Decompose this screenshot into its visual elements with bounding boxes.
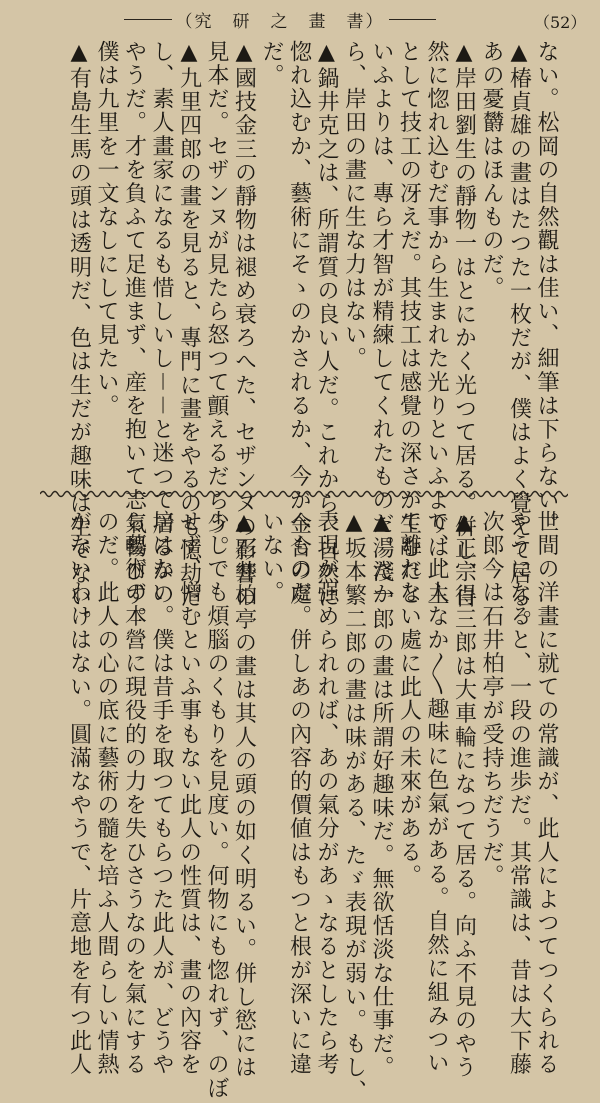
text-column: ▲椿貞雄の畫はたつた一枚だが、僕はよく覺えて居る。 bbox=[506, 40, 532, 633]
text-column: やうになると、一段の進歩だ。其常識は、昔は大下藤 bbox=[506, 510, 532, 1077]
wavy-section-divider bbox=[40, 486, 568, 502]
text-column: いふよりは、專ら才智が精練してくれたものだ。だか bbox=[369, 40, 394, 607]
header-title: （究 研 之 畫 書） bbox=[175, 11, 385, 32]
text-column: ▲石井柏亭の畫は其人の頭の如く明るい。併し慾には bbox=[231, 510, 257, 1080]
text-column: し、素人畫家になるも惜しいし－－と迷つて居るかの bbox=[149, 40, 174, 607]
text-column: せず、憎むといふ事もない此人の性質は、畫の內容を bbox=[176, 510, 202, 1077]
text-column: 次郎今は石井柏亭が受持ちだうだ。 bbox=[479, 510, 504, 888]
text-column: ▲岸田劉生の靜物一はとにかく光つて居る。併し、自 bbox=[451, 40, 477, 610]
text-column: ▲九里四郎の畫を見ると、專門に畫をやるのも憶劫だ bbox=[176, 40, 202, 610]
text-column: だ。 bbox=[259, 40, 284, 88]
header-rule-right bbox=[389, 19, 437, 20]
page-number: （52） bbox=[534, 13, 587, 32]
text-column: のだ。此人の心の底に藝術の髓を培ふ人間らしい情熱 bbox=[94, 510, 119, 1077]
text-column: ▲正宗得三郎は大車輪になつて居る。向ふ不見のやう bbox=[451, 510, 477, 1080]
text-column: ない。松岡の自然觀は佳い、細筆は下らない。 bbox=[534, 40, 559, 536]
lower-text-block bbox=[0, 510, 560, 1103]
text-column: 少しでも煩腦のくもりを見度い。何物にも惚れず、のぼ bbox=[204, 510, 229, 1100]
text-column: 培はない。僕は昔手を取つてもらつた此人が、どうや bbox=[149, 510, 174, 1077]
text-column: 世間の洋畫に就ての常識が、此人によつてつくられる bbox=[534, 510, 559, 1077]
text-column: へものだ。併しあの內容的價値はもつと根が深いに違 bbox=[286, 510, 312, 1077]
text-column: て離れない處に此人の未來がある。 bbox=[396, 510, 422, 888]
text-column: ▲湯淺一郎の畫は所謂好趣味だ。無欲恬淡な仕事だ。 bbox=[369, 510, 394, 1080]
text-column: ▲坂本繁二郎の畫は味がある、たゞ表現が弱い。もし、 bbox=[341, 510, 367, 1103]
text-column: あの憂欝はほんものだ。 bbox=[479, 40, 504, 300]
text-column: 表現が强められれば、あの氣分があゝなるとしたら考 bbox=[314, 510, 339, 1077]
text-column: 惚れ込むか、藝術にそゝのかされるか、今が金合の處 bbox=[286, 40, 312, 607]
text-column: で、此人なか〳〵趣味に色氣がある。自然に組みつい bbox=[424, 510, 449, 1075]
text-column: として技工の冴えだ。其技工は感覺の深さが生むだと bbox=[396, 40, 422, 607]
text-column: ら、岸田の畫に生な力はない。 bbox=[341, 40, 367, 371]
text-column: ら藝術の本營に現役的の力を失ひさうなのを氣にする bbox=[121, 510, 147, 1077]
header-rule-left bbox=[124, 19, 172, 20]
text-column: やうだ。才を負ふて足進まず、産を抱いて志氣暢びず。 bbox=[121, 40, 147, 630]
text-column: いない。 bbox=[259, 510, 284, 605]
text-column: ▲國技金三の靜物は褪め衰ろへた、セザンヌの影響の bbox=[231, 40, 257, 610]
running-header bbox=[120, 8, 440, 30]
text-column: がないわけはない。圓滿なやうで、片意地を有つ此人 bbox=[66, 510, 92, 1077]
text-column: ▲鍋井克之は、所謂質の良い人だ。これから、自然に bbox=[314, 40, 339, 610]
text-column: 見本だ。セザンヌが見たら怒つて顫えるだらう。 bbox=[204, 40, 229, 560]
text-column: 然に惚れ込むだ事から生まれた光りといふよりは、主 bbox=[424, 40, 449, 607]
text-column: ▲有島生馬の頭は透明だ、色は生だが趣味は生でない。 bbox=[66, 40, 92, 633]
text-column: 僕は九里を一文なしにして見たい。 bbox=[94, 40, 119, 418]
